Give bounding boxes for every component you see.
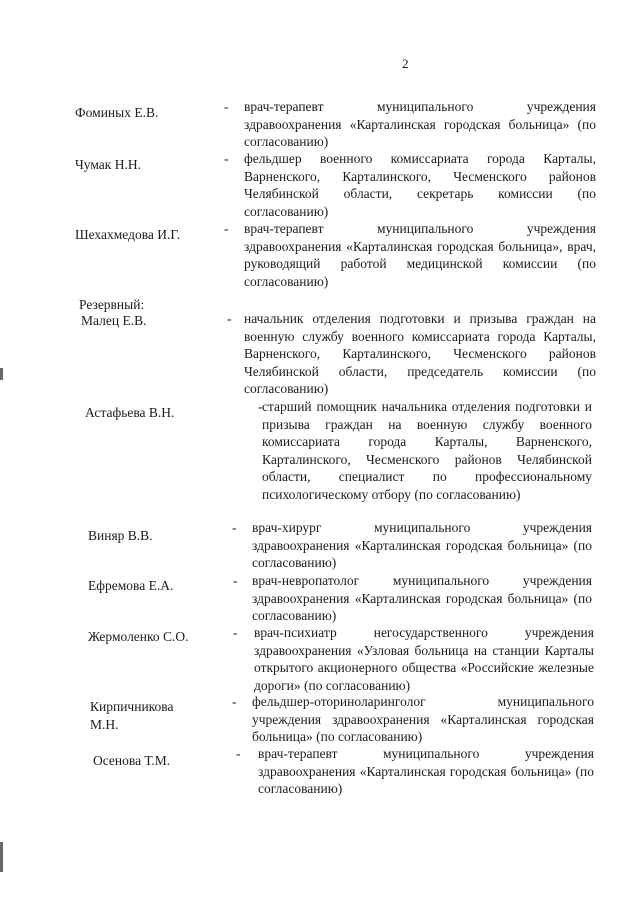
member-description: начальник отделения подготовки и призыва граждан на военную службу военного комиссариата города Карталы, Варненского, Карталинского, Чесменского районов Челябинской области, председатель комиссии (по согласованию) (244, 311, 596, 396)
member-name: Малец Е.В. (81, 313, 147, 328)
dash: - (227, 311, 232, 326)
member-description: фельдшер военного комиссариата города Карталы, Варненского, Карталинского, Чесменского районов Челябинской области, секретарь комиссии (по согласованию) (244, 151, 596, 219)
member-name: Кирпичникова М.Н. (90, 699, 174, 732)
member-description: старший помощник начальника отделения подготовки и призыва граждан на военную службу военного комиссариата города Карталы, Варненского, Карталинского, Чесменского районов Челябинской области, специалист по профессиональному психологическому отбору (по согласованию) (262, 399, 592, 502)
member-name: Чумак Н.Н. (75, 157, 141, 172)
member-description: фельдшер-оториноларинголог муниципального учреждения здравоохранения «Карталинская городская больница» (по согласованию) (252, 694, 594, 744)
member-description: врач-терапевт муниципального учреждения здравоохранения «Карталинская городская больница», врач, руководящий работой медицинской комиссии (по согласованию) (244, 221, 596, 289)
dash: - (236, 746, 241, 761)
dash: - (258, 399, 263, 414)
member-description: врач-невропатолог муниципального учреждения здравоохранения «Карталинская городская больница» (по согласованию) (252, 573, 592, 623)
page-number: 2 (402, 56, 409, 71)
member-name: Ефремова Е.А. (88, 578, 174, 593)
scan-edge-mark (0, 368, 3, 380)
dash: - (224, 151, 229, 166)
member-name: Шехахмедова И.Г. (75, 227, 181, 242)
member-name: Фоминых Е.В. (75, 105, 159, 120)
reserve-label: Резервный: (79, 297, 145, 312)
dash: - (224, 99, 229, 114)
dash: - (233, 573, 238, 588)
dash: - (232, 694, 237, 709)
dash: - (232, 520, 237, 535)
member-name: Астафьева В.Н. (85, 405, 175, 420)
member-name: Виняр В.В. (88, 528, 153, 543)
scan-edge-mark (0, 842, 3, 872)
member-description: врач-хирург муниципального учреждения здравоохранения «Карталинская городская больница» (по согласованию) (252, 520, 592, 570)
dash: - (224, 221, 229, 236)
member-description: врач-психиатр негосударственного учреждения здравоохранения «Узловая больница на станции Карталы открытого акционерного общества «Российские железные дороги» (по согласованию) (254, 625, 594, 693)
member-name: Осенова Т.М. (93, 753, 171, 768)
member-description: врач-терапевт муниципального учреждения здравоохранения «Карталинская городская больница» (по согласованию) (258, 746, 594, 796)
member-description: врач-терапевт муниципального учреждения здравоохранения «Карталинская городская больница» (по согласованию) (244, 99, 596, 149)
member-name: Жермоленко С.О. (88, 629, 189, 644)
dash: - (233, 625, 238, 640)
